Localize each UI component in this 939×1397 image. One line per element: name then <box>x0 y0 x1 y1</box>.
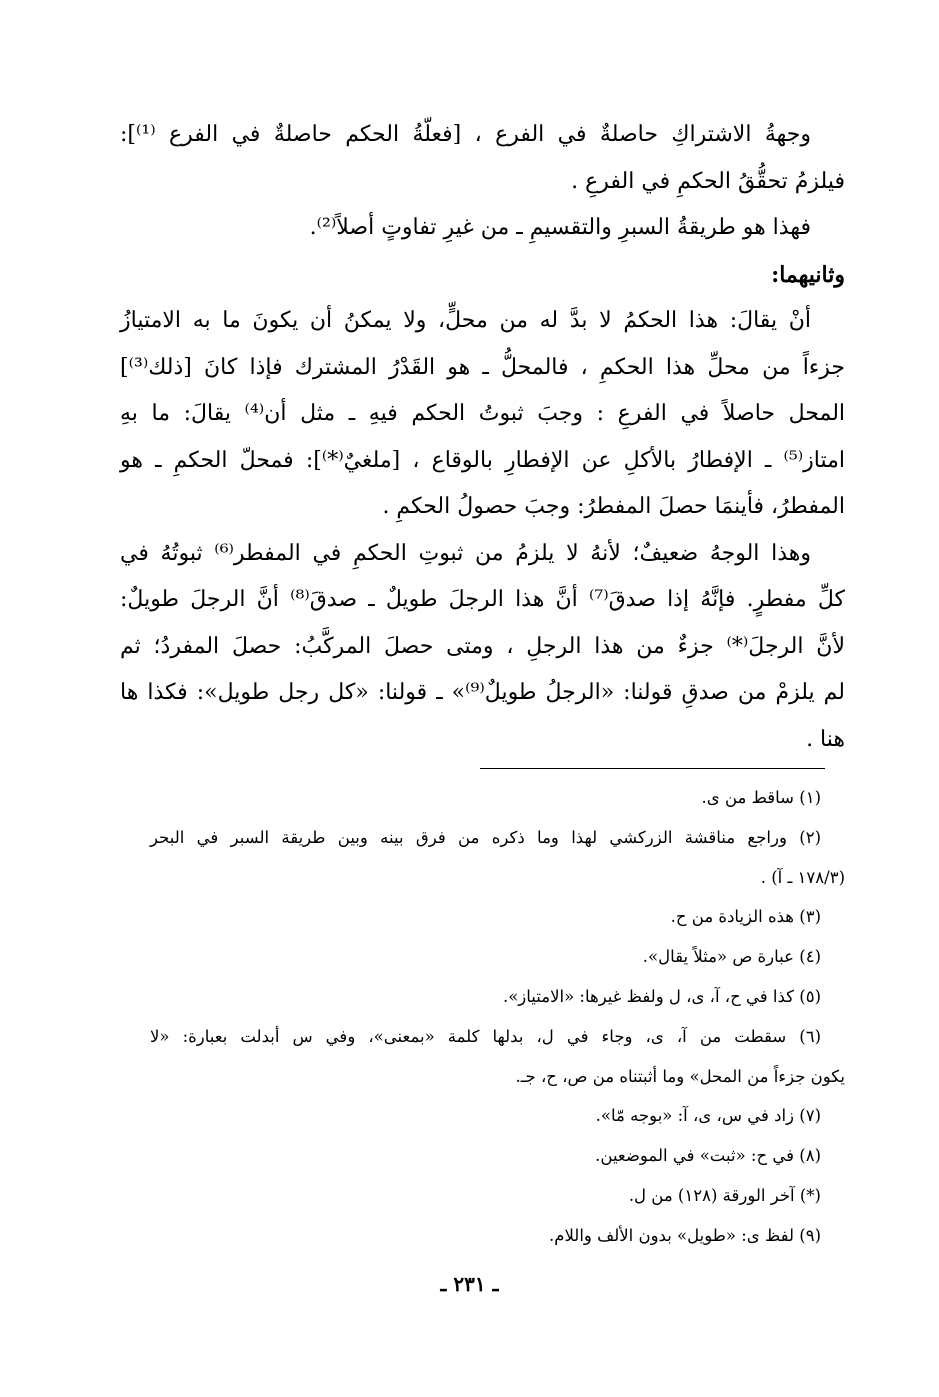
text-line: المحل حاصلاً في الفرعِ : وجبَ ثبوتُ الحكم فيهِ ـ مثل أن⁽⁴⁾ يقالَ: ما بهِ <box>120 401 846 426</box>
footnote-line: يكون جزءاً من المحل» وما أثبتناه من ص، ح، جـ. <box>515 1066 845 1086</box>
text-line: المفطرُ، فأينمَا حصلَ المفطرُ: وجبَ حصولُ الحكمِ . <box>382 494 845 519</box>
text-line: وجهةُ الاشتراكِ حاصلةٌ في الفرع ، [فعلّةُ الحكم حاصلةٌ في الفرع ⁽¹⁾]: <box>120 122 811 147</box>
text-line: لم يلزمْ من صدقِ قولنا: «الرجلُ طويلٌ⁽⁹⁾» ـ قولنا: «كل رجل طويل»: فكذا ها <box>120 680 846 705</box>
page-number: ـ ٢٣١ ـ <box>440 1272 499 1296</box>
text-line: فهذا هو طريقةُ السبرِ والتقسيمِ ـ من غيرِ تفاوتٍ أصلاً⁽²⁾. <box>309 215 811 240</box>
text-line: كلِّ مفطرٍ. فإنَّهُ إذا صدقَ⁽⁷⁾ أنَّ هذا الرجلَ طويلٌ ـ صدقَ⁽⁸⁾ أنَّ الرجلَ طويلٌ: <box>120 587 845 612</box>
footnote-line: (٢) وراجع مناقشة الزركشي لهذا وما ذكره من فرق بينه وبين طريقة السبر في البحر <box>150 827 821 847</box>
footnotes <box>150 778 845 1256</box>
text-line: جزءاً من محلِّ هذا الحكمِ ، فالمحلُّ ـ هو القَدْرُ المشترك فإذا كانَ [ذلك⁽³⁾] <box>120 354 845 380</box>
text-line: وثانيهما: <box>771 261 845 288</box>
footnote-line: (*) آخر الورقة (١٢٨) من ل. <box>628 1185 821 1205</box>
text-line: وهذا الوجهُ ضعيفٌ؛ لأنهُ لا يلزمُ من ثبوتِ الحكمِ في المفطر⁽⁶⁾ ثبوتُهُ في <box>120 540 811 566</box>
text-line: امتاز⁽⁵⁾ ـ الإفطارُ بالأكلِ عن الإفطارِ بالوقاع ، [ملغيٌ⁽*⁾]: فمحلّ الحكمِ ـ هو <box>120 447 845 473</box>
footnote-line: (١٧٨/٣ ـ آ) . <box>760 867 845 887</box>
main-text <box>120 112 845 763</box>
footnote-line: (٤) عبارة ص «مثلاً يقال». <box>642 947 821 967</box>
text-line: أنْ يقالَ: هذا الحكمُ لا بدَّ له من محلٍّ، ولا يمكنُ أن يكونَ ما به الامتيازُ <box>120 308 811 333</box>
footnote-line: (٨) في ح: «ثبت» في الموضعين. <box>595 1146 821 1166</box>
footnote-line: (٥) كذا في ح، آ، ى، ل ولفظ غيرها: «الامتياز». <box>502 986 821 1006</box>
text-line: فيلزمُ تحقُّقُ الحكمِ في الفرعِ . <box>571 168 845 194</box>
footnote-line: (٣) هذه الزيادة من ح. <box>670 907 821 927</box>
footnote-line: (٦) سقطت من آ، ى، وجاء في ل، بدلها كلمة «بمعنى»، وفي س أبدلت بعبارة: «لا <box>150 1026 821 1046</box>
footnote-line: (٧) زاد في س، ى، آ: «بوجه مّا». <box>595 1106 821 1126</box>
text-line: هنا . <box>806 726 845 752</box>
footnote-line: (١) ساقط من ى. <box>701 788 821 807</box>
footnote-line: (٩) لفظ ى: «طويل» بدون الألف واللام. <box>549 1225 821 1245</box>
text-line: لأنَّ الرجلَ⁽*⁾ جزءٌ من هذا الرجلِ ، ومتى حصلَ المركَّبُ: حصلَ المفردُ؛ ثم <box>120 633 845 659</box>
footnote-divider <box>480 768 825 769</box>
